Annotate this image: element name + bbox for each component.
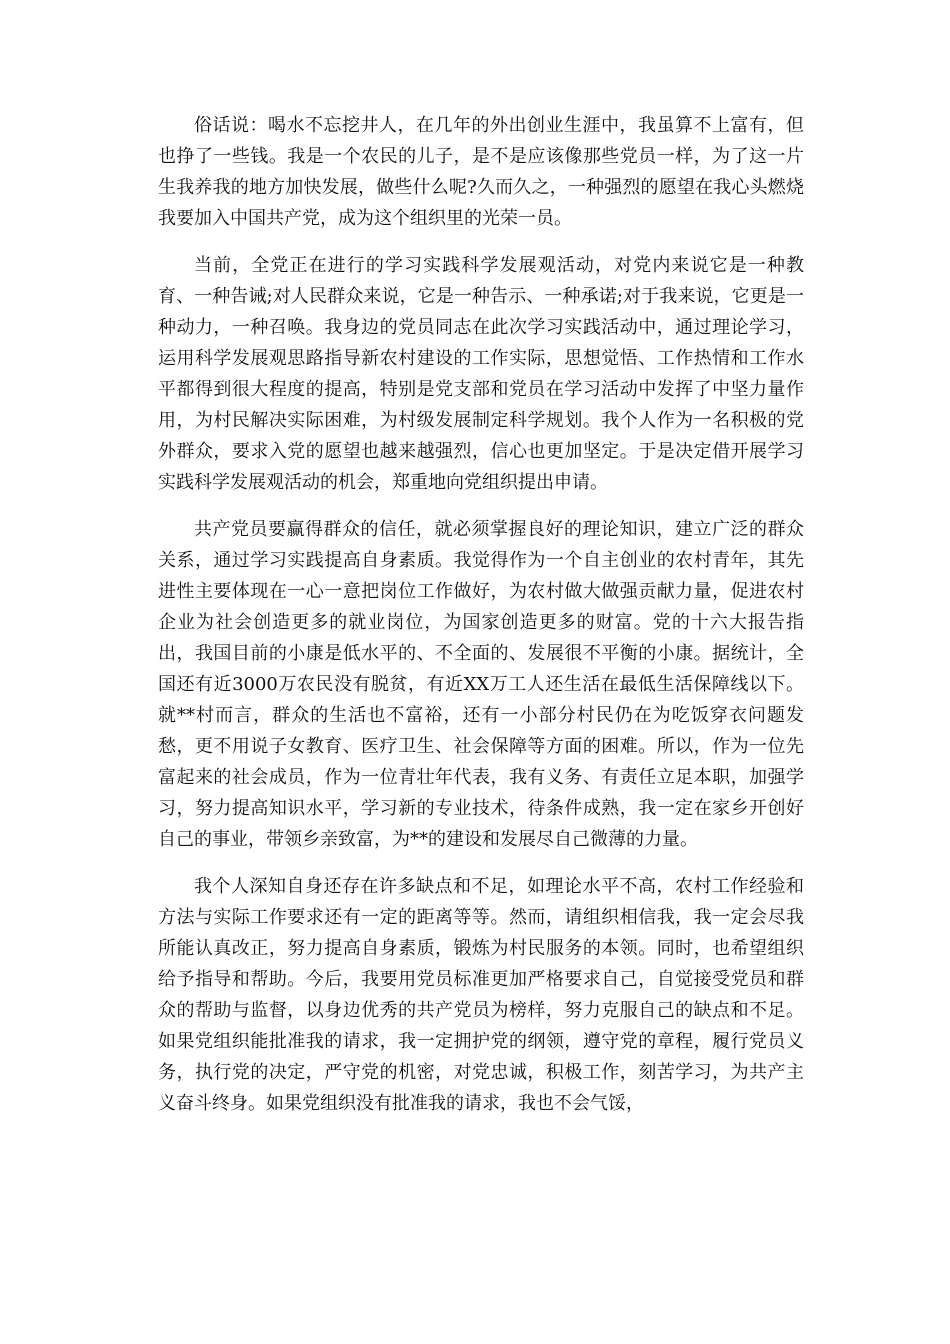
paragraph-3: 共产党员要赢得群众的信任，就必须掌握良好的理论知识，建立广泛的群众关系，通过学习实践提高自身素质。我觉得作为一个自主创业的农村青年，其先进性主要体现在一心一意把岗位工作做好，为农村做大做强贡献力量，促进农村企业为社会创造更多的就业岗位，为国家创造更多的财富。党的十六大报告指出，我国目前的小康是低水平的、不全面的、发展很不平衡的小康。据统计，全国还有近3000万农民没有脱贫，有近XX万工人还生活在最低生活保障线以下。就**村而言，群众的生活也不富裕，还有一小部分村民仍在为吃饭穿衣问题发愁，更不用说子女教育、医疗卫生、社会保障等方面的困难。所以，作为一位先富起来的社会成员，作为一位青壮年代表，我有义务、有责任立足本职，加强学习，努力提高知识水平，学习新的专业技术，待条件成熟，我一定在家乡开创好自己的事业，带领乡亲致富，为**的建设和发展尽自己微薄的力量。 xyxy=(158,519,804,850)
document-body xyxy=(158,110,804,1135)
paragraph-2: 当前，全党正在进行的学习实践科学发展观活动，对党内来说它是一种教育、一种告诫;对人民群众来说，它是一种告示、一种承诺;对于我来说，它更是一种动力，一种召唤。我身边的党员同志在此次学习实践活动中，通过理论学习，运用科学发展观思路指导新农村建设的工作实际，思想觉悟、工作热情和工作水平都得到很大程度的提高，特别是党支部和党员在学习活动中发挥了中坚力量作用，为村民解决实际困难，为村级发展制定科学规划。我个人作为一名积极的党外群众，要求入党的愿望也越来越强烈，信心也更加坚定。于是决定借开展学习实践科学发展观活动的机会，郑重地向党组织提出申请。 xyxy=(158,255,804,493)
paragraph-1: 俗话说：喝水不忘挖井人，在几年的外出创业生涯中，我虽算不上富有，但也挣了一些钱。我是一个农民的儿子，是不是应该像那些党员一样，为了这一片生我养我的地方加快发展，做些什么呢?久而久之，一种强烈的愿望在我心头燃烧我要加入中国共产党，成为这个组织里的光荣一员。 xyxy=(158,115,804,229)
paragraph-4: 我个人深知自身还存在许多缺点和不足，如理论水平不高，农村工作经验和方法与实际工作要求还有一定的距离等等。然而，请组织相信我，我一定会尽我所能认真改正，努力提高自身素质，锻炼为村民服务的本领。同时，也希望组织给予指导和帮助。今后，我要用党员标准更加严格要求自己，自觉接受党员和群众的帮助与监督，以身边优秀的共产党员为榜样，努力克服自己的缺点和不足。如果党组织能批准我的请求，我一定拥护党的纲领，遵守党的章程，履行党员义务，执行党的决定，严守党的机密，对党忠诚，积极工作，刻苦学习，为共产主义奋斗终身。如果党组织没有批准我的请求，我也不会气馁， xyxy=(158,876,804,1114)
